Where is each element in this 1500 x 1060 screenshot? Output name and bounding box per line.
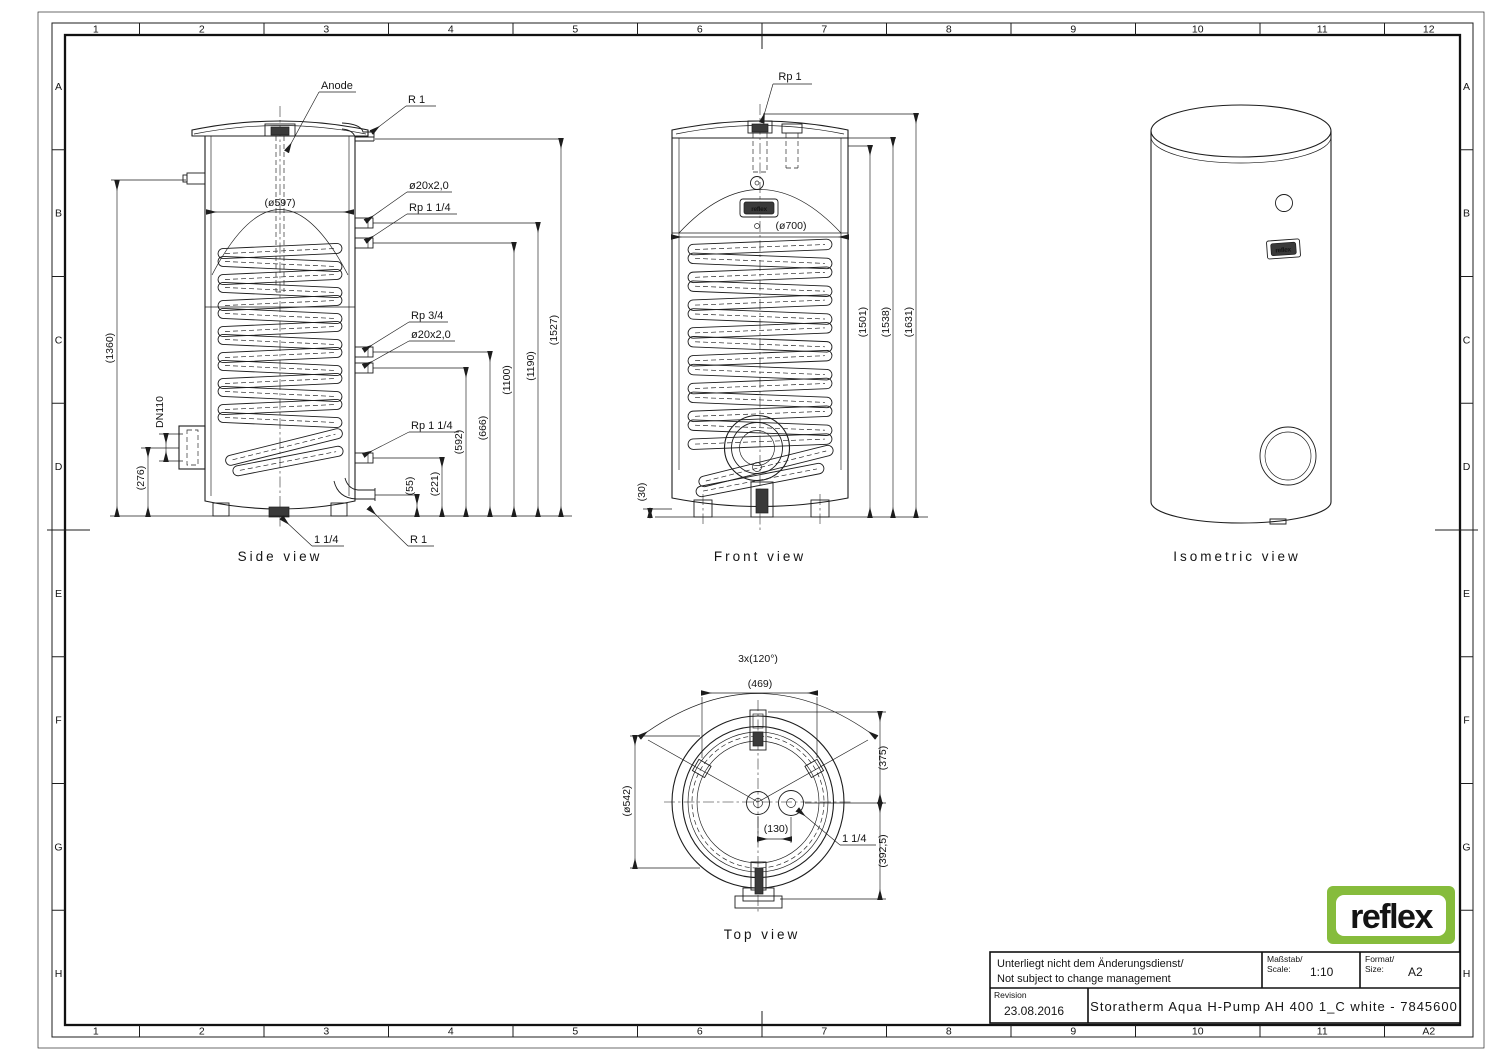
- dim-55: (55): [404, 476, 416, 496]
- front-labels: [762, 71, 812, 122]
- heating-coil-side: [218, 243, 344, 476]
- side-labels-shape: [364, 341, 409, 366]
- top-anode-shape: [753, 732, 763, 746]
- grid-col-label-top: 5: [572, 23, 579, 36]
- right-stubs-shape: [355, 238, 373, 248]
- top-dimensions-shape: [798, 810, 840, 845]
- grid-row-label-right: H: [1462, 968, 1471, 981]
- front-labels-shape: [762, 84, 773, 122]
- label-anode: Anode: [321, 80, 353, 92]
- grid-col-label-top: 4: [447, 23, 454, 36]
- isometric-view-shape: [1265, 432, 1311, 480]
- lug-right: [805, 759, 824, 777]
- isometric-view: [1151, 105, 1331, 564]
- nameplate-text: reflex: [751, 206, 767, 213]
- right-stubs-shape: [355, 218, 373, 228]
- side-labels-shape: [282, 518, 312, 546]
- reflex-nameplate-iso: [1266, 239, 1300, 259]
- top-bottom-stub-shape: [735, 896, 782, 908]
- right-stubs: [355, 218, 373, 463]
- grid-row-label-left: H: [54, 968, 63, 981]
- grid-row-label-left: D: [54, 461, 63, 474]
- grid-col-label-bottom: 1: [92, 1025, 99, 1038]
- heating-coil-front: [688, 239, 834, 498]
- left-stub-shape: [183, 175, 187, 182]
- grid-row-label-left: F: [55, 714, 62, 727]
- grid-col-label-bottom: 7: [821, 1025, 828, 1038]
- grid-col-label-top: 1: [92, 23, 99, 36]
- grid-row-label-left: B: [54, 207, 63, 220]
- grid-col-label-top: 7: [821, 23, 828, 36]
- drawing-title: Storatherm Aqua H-Pump AH 400 1_C white - 7845600: [1090, 999, 1458, 1014]
- isometric-view-shape: [1151, 105, 1331, 157]
- dim-1360: (1360): [104, 332, 116, 364]
- grid-row-label-left: A: [54, 80, 63, 93]
- top-view-shape: [787, 799, 796, 808]
- label-rp114-low: Rp 1 1/4: [411, 420, 453, 432]
- dim-1631: (1631): [903, 306, 915, 338]
- right-stubs-shape: [355, 347, 373, 357]
- side-labels-shape: [372, 106, 406, 132]
- label-r1-bottom: R 1: [410, 534, 428, 546]
- grid-row-label-right: G: [1462, 841, 1471, 854]
- top-fittings-shape: [752, 124, 768, 132]
- grid-row-label-left: G: [54, 841, 63, 854]
- side-dimensions: [104, 139, 563, 516]
- side-labels-shape: [364, 322, 409, 350]
- change-note-en: Not subject to change management: [997, 973, 1171, 985]
- coil-loop-inner: [706, 451, 826, 481]
- format-value: A2: [1408, 965, 1423, 979]
- scale-label-de: Maßstab/: [1267, 954, 1303, 964]
- label-r1-top: R 1: [408, 94, 426, 106]
- grid-col-label-bottom: 6: [696, 1025, 703, 1038]
- dim-1527: (1527): [548, 314, 560, 346]
- flange: [1260, 427, 1316, 485]
- dim-3925: (392,5): [877, 834, 889, 868]
- label-d20-top: ø20x2,0: [409, 180, 449, 192]
- dn110-flange-shape: [179, 426, 205, 469]
- grid-col-label-top: 3: [323, 23, 330, 36]
- side-view: [104, 80, 572, 564]
- dim-375: (375): [877, 745, 889, 771]
- label-rp34: Rp 3/4: [411, 310, 444, 322]
- title-block: [990, 952, 1460, 1023]
- front-view-title: Front view: [713, 549, 807, 564]
- side-labels-shape: [364, 432, 409, 455]
- scale-value: 1:10: [1310, 965, 1334, 979]
- left-stub: [183, 173, 205, 184]
- change-note-de: Unterliegt nicht dem Änderungsdienst/: [997, 958, 1184, 970]
- top-view-title: Top view: [723, 927, 801, 942]
- drain-fitting: [269, 507, 289, 517]
- side-view-title: Side view: [237, 549, 323, 564]
- dim-221: (221): [429, 471, 441, 497]
- dim-1190: (1190): [525, 351, 537, 381]
- grid-col-label-bottom: 5: [572, 1025, 579, 1038]
- grid-col-label-bottom: 8: [945, 1025, 952, 1038]
- top-bottom-stub: [735, 862, 782, 908]
- dim-666: (666): [477, 415, 489, 441]
- dim-469: (469): [747, 678, 773, 690]
- grid-col-label-bottom: 3: [323, 1025, 330, 1038]
- right-stubs-shape: [355, 453, 373, 463]
- dn110-flange-shape: [187, 430, 198, 465]
- coil-loop-inner: [695, 272, 825, 277]
- reflex-nameplate: [740, 199, 778, 217]
- grid-col-label-top: 10: [1191, 23, 1204, 36]
- label-bottom-fitting: 1 1/4: [314, 534, 339, 546]
- grid-col-label-top: 11: [1316, 23, 1328, 36]
- label-rp114-top: Rp 1 1/4: [409, 202, 451, 214]
- reflex-logo: [1327, 886, 1455, 944]
- label-rp1: Rp 1: [778, 71, 802, 83]
- grid-col-label-bottom: A2: [1422, 1025, 1436, 1038]
- coil-loop-inner: [233, 434, 336, 460]
- grid-row-label-left: E: [54, 587, 63, 600]
- side-labels-shape: [366, 192, 407, 221]
- top-fittings-shape: [782, 124, 802, 133]
- scale-label-en: Scale:: [1267, 964, 1291, 974]
- grid-col-label-top: 9: [1070, 23, 1077, 36]
- front-view-shape: [756, 489, 768, 513]
- grid-row-label-right: D: [1462, 461, 1471, 474]
- grid-row-label-right: E: [1462, 587, 1471, 600]
- grid-row-label-right: F: [1463, 714, 1470, 727]
- grid-col-label-bottom: 11: [1316, 1025, 1328, 1038]
- top-dimensions: [621, 678, 889, 899]
- front-flange-shape: [753, 463, 762, 472]
- dim-1100: (1100): [501, 365, 513, 395]
- dim-700: (ø700): [775, 220, 807, 232]
- grid-col-label-bottom: 4: [447, 1025, 454, 1038]
- top-view-shape: [758, 740, 868, 802]
- revision-label: Revision: [994, 990, 1027, 1000]
- coil-loop-inner: [240, 452, 336, 471]
- dim-542: (ø542): [621, 785, 633, 817]
- top-view: [621, 653, 889, 942]
- dim-592: (592): [453, 429, 465, 455]
- front-flange-shape: [740, 431, 775, 466]
- dim-276: (276): [135, 465, 147, 491]
- grid-col-label-bottom: 2: [198, 1025, 205, 1038]
- thermometer-well: [1276, 195, 1293, 212]
- dn110-flange: [179, 426, 205, 469]
- reflex-logo-text: reflex: [1350, 898, 1432, 936]
- grid-col-label-top: 12: [1422, 23, 1435, 36]
- side-labels-shape: [369, 508, 408, 546]
- top-fittings: [748, 121, 802, 172]
- nameplate-text: reflex: [1275, 246, 1292, 255]
- front-view-shape: [755, 181, 759, 185]
- grid-row-label-right: B: [1462, 207, 1471, 220]
- grid-col-label-top: 6: [696, 23, 703, 36]
- format-label-en: Size:: [1365, 964, 1384, 974]
- label-dn110: DN110: [154, 396, 166, 428]
- grid-row-label-left: C: [54, 334, 63, 347]
- dim-30: (30): [636, 482, 648, 502]
- front-view: [636, 71, 928, 564]
- grid-col-label-bottom: 9: [1070, 1025, 1077, 1038]
- coil-loop: [698, 444, 834, 488]
- anode-fitting-shape: [271, 127, 289, 135]
- grid-col-label-bottom: 10: [1191, 1025, 1204, 1038]
- right-stubs-shape: [355, 363, 373, 373]
- format-label-de: Format/: [1365, 954, 1395, 964]
- lug-left: [692, 759, 711, 777]
- isometric-view-shape: [1151, 502, 1331, 523]
- dim-130: (130): [763, 823, 789, 835]
- front-view-shape: [755, 224, 760, 229]
- r1-elbow-bottom-shape: [345, 478, 375, 490]
- top-bottom-stub-shape: [755, 868, 763, 894]
- front-dimensions: [636, 114, 919, 517]
- dim-1538: (1538): [880, 306, 892, 338]
- grid-row-label-right: A: [1462, 80, 1471, 93]
- grid-row-label-right: C: [1462, 334, 1471, 347]
- top-view-shape: [648, 740, 758, 802]
- label-top-fitting: 1 1/4: [842, 833, 867, 845]
- label-angle: 3x(120°): [738, 653, 778, 665]
- dim-597: (ø597): [264, 197, 296, 209]
- left-stub-shape: [187, 173, 205, 184]
- thermometer-well: [751, 177, 764, 190]
- label-d20-mid: ø20x2,0: [411, 329, 451, 341]
- grid-col-label-top: 2: [198, 23, 205, 36]
- dim-1501: (1501): [857, 306, 869, 338]
- grid-col-label-top: 8: [945, 23, 952, 36]
- revision-value: 23.08.2016: [1004, 1004, 1065, 1018]
- iso-view-title: Isometric view: [1173, 549, 1301, 564]
